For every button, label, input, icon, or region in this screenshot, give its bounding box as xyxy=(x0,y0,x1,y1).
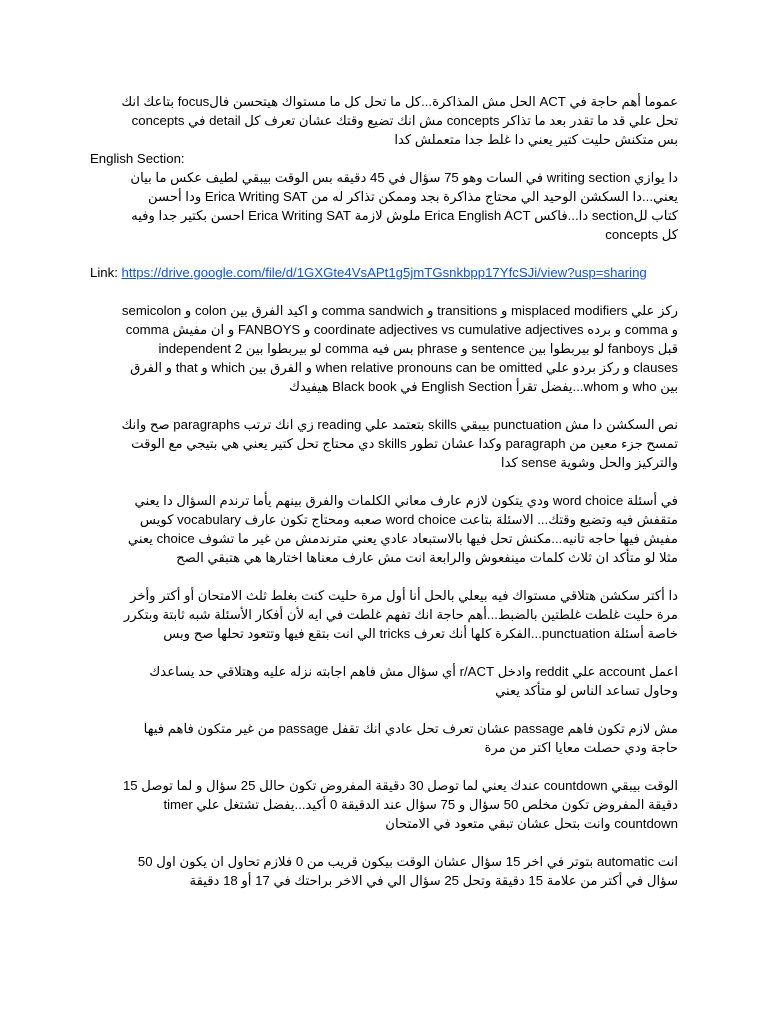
text-line: بس متكنش حليت كتير يعني دا غلط جدا متعملش كدا xyxy=(394,132,678,147)
text-line: قبل fanboys لو بيربطوا بين sentence و phrase بس فيه comma لو بيربطوا بين 2 independent xyxy=(158,341,678,356)
text-line: clauses و ركز بردو علي when relative pronouns can be omitted و الفرق بين which و that و الفرق xyxy=(130,360,678,375)
text-line: مرة حليت غلطت غلطتين بالضبط...أهم حاجة انك تفهم غلطت في ايه لأن أفكار الأسئلة شبه ثابتة وبتكرر xyxy=(123,607,678,622)
document-page xyxy=(90,92,678,890)
text-line: خاصة أسئلة punctuation...الفكرة كلها أنك تعرف tricks الي انت بتقع فيها وتتعود تحلها صح وبس xyxy=(163,626,678,641)
text-line: دقيقة المفروض تكون مخلص 50 سؤال و 75 سؤال عند الدقيقة 0 أكيد...يفضل تشتغل علي timer xyxy=(163,797,678,812)
text-line: تحل علي قد ما تقدر بعد ما تذاكر concepts مش انك تضيع وقتك عشان تعرف كل detail في concepts xyxy=(131,113,678,128)
text-line: يعني...دا السكشن الوحيد الي محتاج مذاكرة بجد وممكن تذاكر له من Erica Writing SAT ودا أحسن xyxy=(148,189,678,204)
punctuation-paragraph xyxy=(90,415,678,472)
text-line: و comma و برده coordinate adjectives vs cumulative adjectives و FANBOYS و ان مفيش comma xyxy=(125,322,678,337)
text-line: عموما أهم حاجة في ACT الحل مش المذاكرة...كل ما تحل كل ما مستواك هيتحسن فالfocus بتاعك انك xyxy=(121,94,678,109)
spacer xyxy=(90,472,678,491)
spacer xyxy=(90,700,678,719)
passage-paragraph xyxy=(90,719,678,757)
text-line: كتاب للsection دا...فاكس Erica English ACT ملوش لازمة Erica Writing SAT احسن بكتير جدا وفيه xyxy=(131,208,678,223)
text-line: كل concepts xyxy=(605,227,678,242)
timing-paragraph xyxy=(90,776,678,833)
text-line: نص السكشن دا مش punctuation بيبقي skills بتعتمد علي reading زي انك ترتب paragraphs صح وانك xyxy=(121,417,678,432)
spacer xyxy=(90,244,678,263)
text-line: والتركيز والحل وشوية sense كدا xyxy=(500,455,678,470)
automatic-paragraph xyxy=(90,852,678,890)
text-line: مش لازم تكون فاهم passage عشان تعرف تحل عادي انك تقفل passage من غير متكون فاهم فيها xyxy=(143,721,678,736)
english-intro-paragraph xyxy=(90,168,678,244)
text-line: دا يوازي writing section في السات وهو 75 سؤال في 45 دقيقه بس الوقت بيبقي لطيف عكس ما بيان xyxy=(130,170,678,185)
spacer xyxy=(90,643,678,662)
spacer xyxy=(90,396,678,415)
text-line: دا أكتر سكشن هتلاقي مستواك فيه بيعلي بالحل أنا أول مرة حليت كنت بغلط ثلث الامتحان أو أكتر وأخر xyxy=(130,588,678,603)
text-line: countdown وانت بتحل عشان تبقي متعود في الامتحان xyxy=(385,816,678,831)
text-line: انت automatic بتوتر في اخر 15 سؤال عشان الوقت بيكون قريب من 0 فلازم تحاول ان يكون اول 50 xyxy=(137,854,678,869)
english-section-heading: English Section: xyxy=(90,151,185,166)
level-paragraph xyxy=(90,586,678,643)
spacer xyxy=(90,567,678,586)
text-line: تمسح جزء معين من paragraph وكدا عشان تطور skills دي محتاج تحل كتير يعني هي بتيجي مع الوقت xyxy=(131,436,678,451)
text-line: وحاول تساعد الناس لو متأكد يعني xyxy=(495,683,678,698)
link-paragraph xyxy=(90,263,678,282)
word-choice-paragraph xyxy=(90,491,678,567)
text-line: متقفش فيه وتضيع وقتك... الاسئلة بتاعت word choice صعبه ومحتاج تكون عارف vocabulary كويس xyxy=(139,512,678,527)
text-line: بين who و whom...يفضل تقرأ English Section في Black book هيفيدك xyxy=(289,379,678,394)
text-line: اعمل account علي reddit وادخل r/ACT أي سؤال مش فاهم اجابته نزله عليه وهتلاقي حد يساعدك xyxy=(149,664,678,679)
text-line: في أسئلة word choice ودي يتكون لازم عارف معاني الكلمات والفرق بينهم يأما ترندم السؤال دا يعني xyxy=(134,493,678,508)
text-line: حاجة ودي حصلت معايا اكتر من مرة xyxy=(484,740,678,755)
text-line: سؤال في أكتر من علامة 15 دقيقة وتحل 25 سؤال الي في الاخر براحتك في 17 أو 18 دقيقة xyxy=(189,873,678,888)
reddit-paragraph xyxy=(90,662,678,700)
spacer xyxy=(90,282,678,301)
link-label: Link: xyxy=(90,265,122,280)
text-line: الوقت بيبقي countdown عندك يعني لما توصل 30 دقيقة المفروض تكون حالل 25 سؤال و لما توصل 15 xyxy=(122,778,678,793)
text-line: مثلا لو متأكد ان ثلاث كلمات مينفعوش والرابعة انت مش عارف معناها اختارها هي هتبقي الصح xyxy=(176,550,678,565)
text-line: مفيش فيها حاجه تانيه...مكنش تحل فيها بالاستبعاد عادي يعني مترندمش من غير ما تشوف choice يعني xyxy=(127,531,678,546)
intro-paragraph xyxy=(90,92,678,149)
spacer xyxy=(90,757,678,776)
focus-topics-paragraph xyxy=(90,301,678,396)
text-line: ركز علي misplaced modifiers و transitions و comma sandwich و اكيد الفرق بين colon و semicolon xyxy=(121,303,678,318)
spacer xyxy=(90,833,678,852)
drive-link[interactable]: https://drive.google.com/file/d/1GXGte4VsAPt1g5jmTGsnkbpp17YfcSJi/view?usp=sharing xyxy=(121,265,647,280)
